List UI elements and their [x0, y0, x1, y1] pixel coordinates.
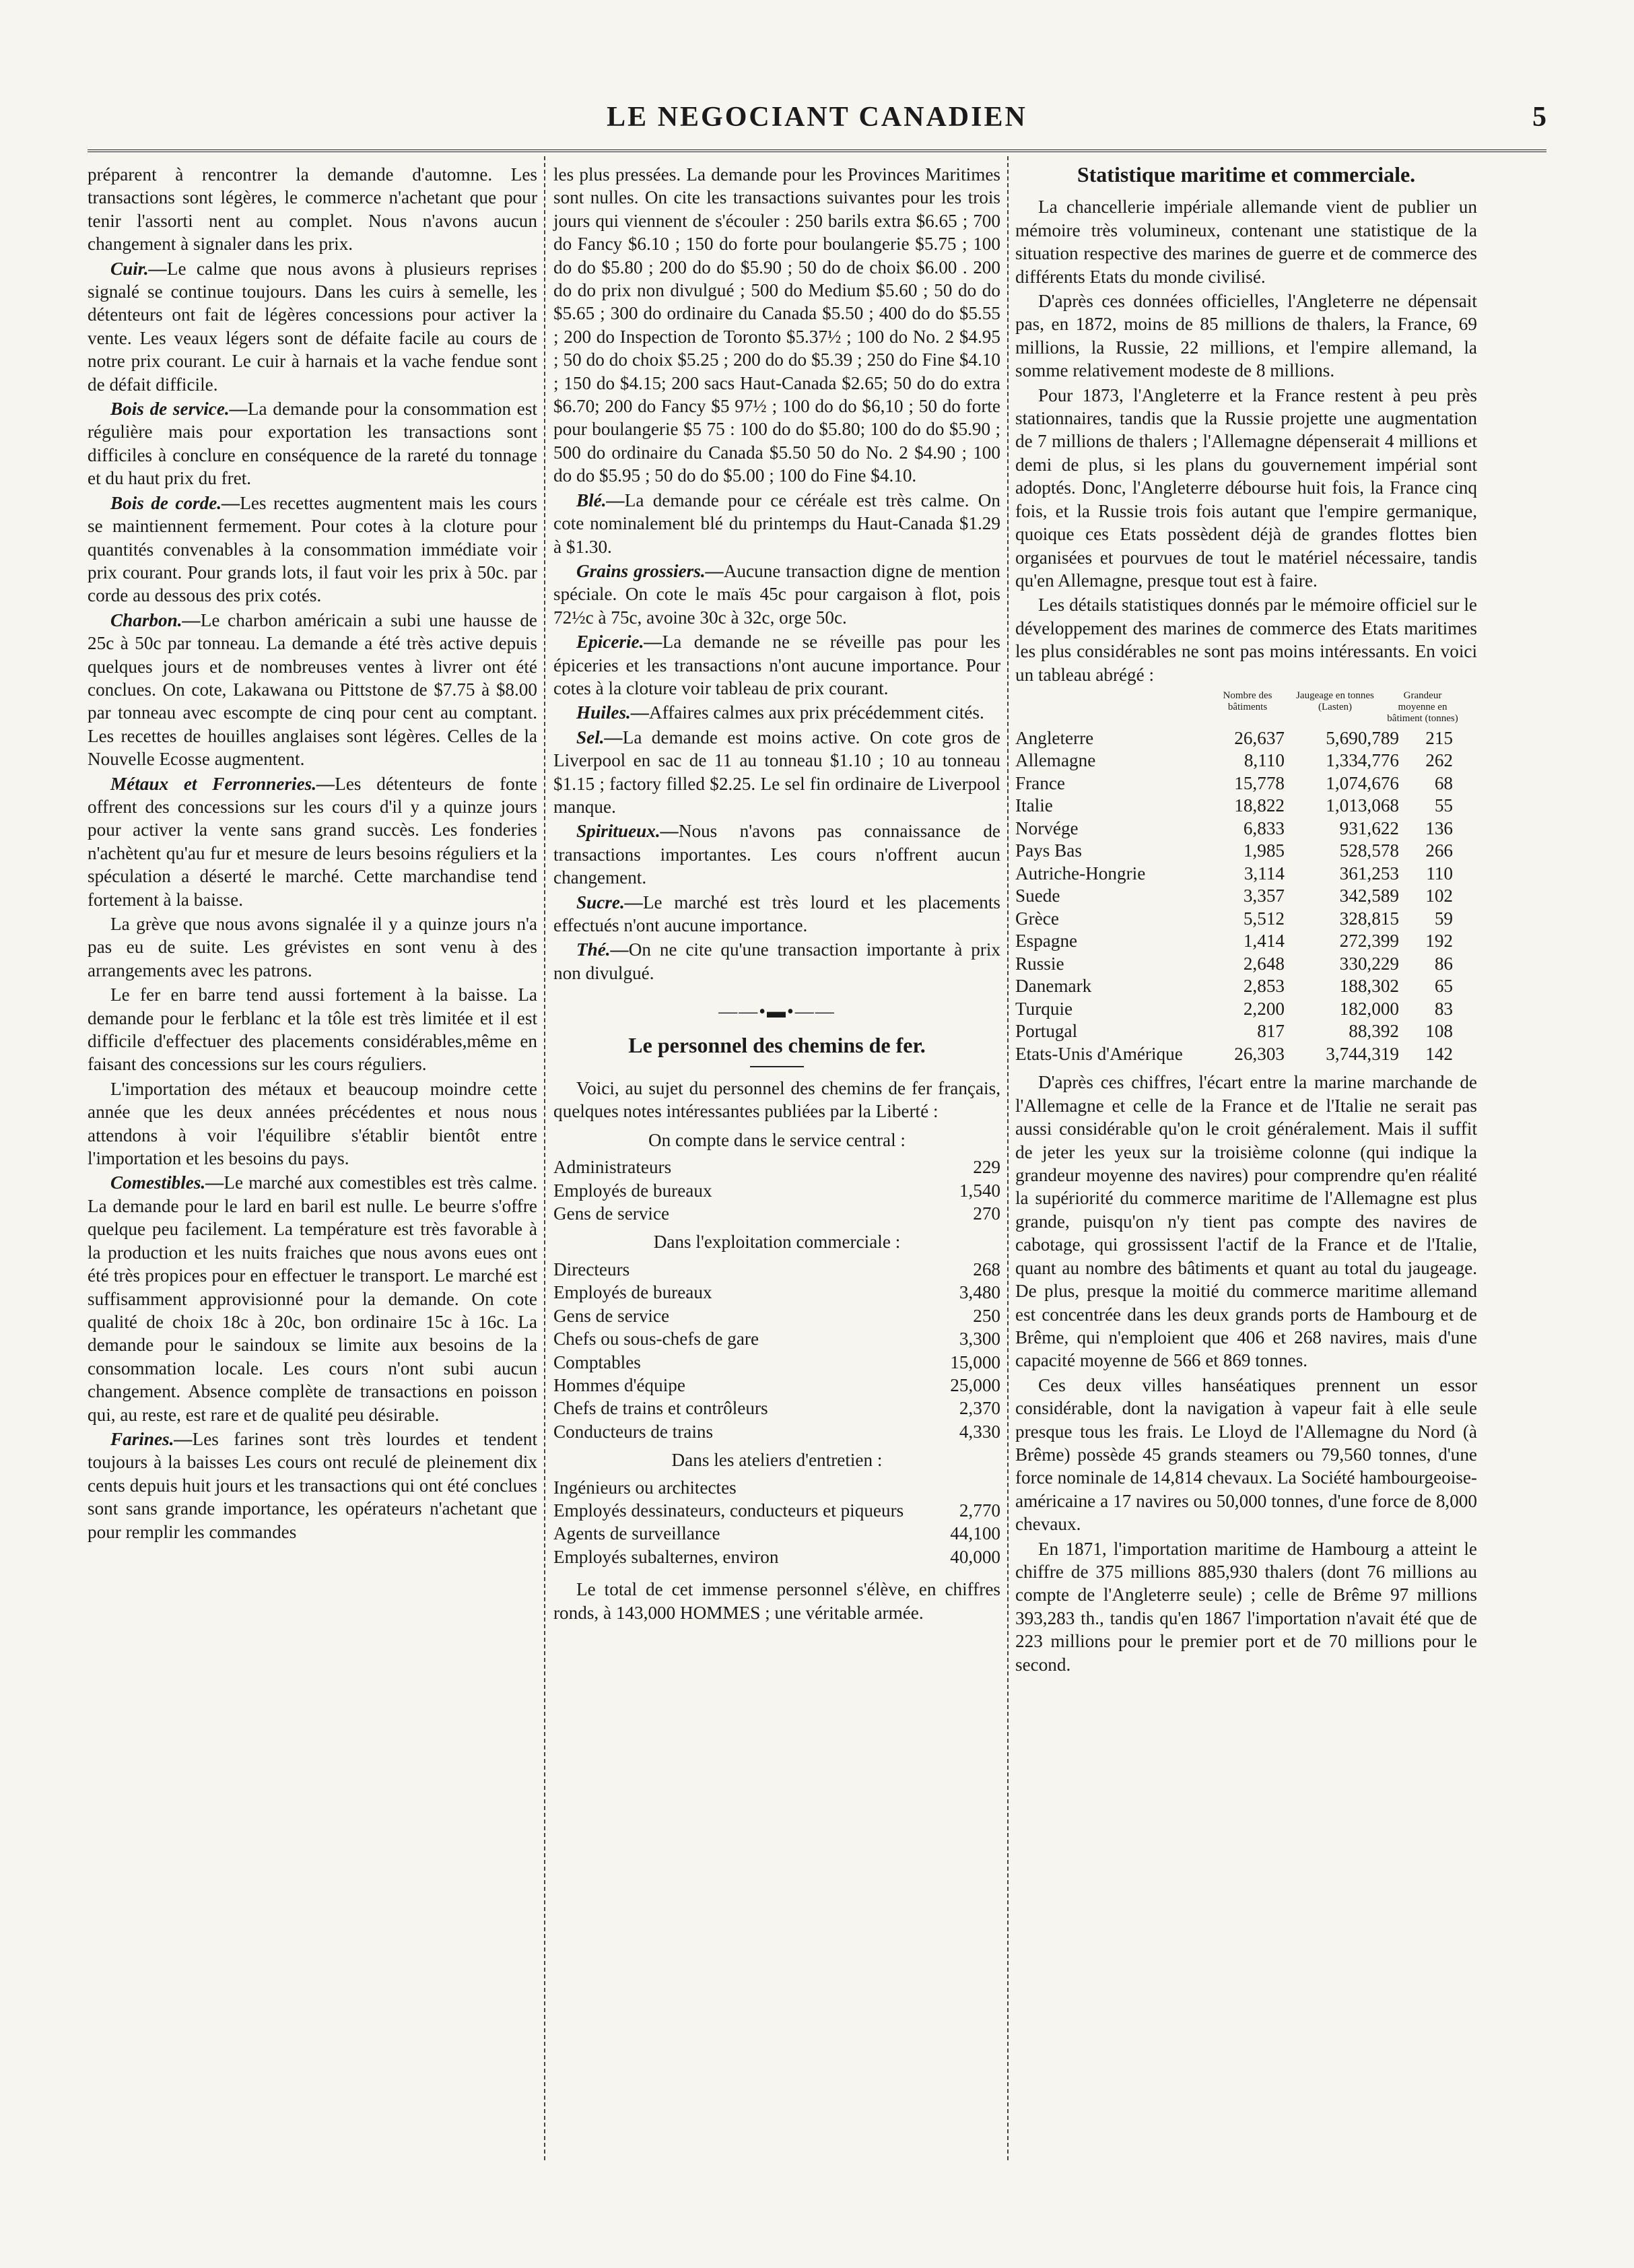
value-cell: 342,589: [1339, 886, 1399, 906]
section-label: Cuir.—: [110, 258, 167, 279]
column-divider-1: [544, 156, 545, 2160]
value-cell: 86: [1434, 953, 1453, 974]
staff-label: Employés de bureaux: [553, 1180, 712, 1201]
section-label: Farines.—: [110, 1428, 193, 1449]
table-row: [1015, 998, 1477, 1021]
table-row: [1015, 772, 1477, 795]
section-lead: Dans les ateliers d'entretien :: [671, 1450, 883, 1471]
paragraph-text: Aucune transaction digne de mention spéciale. On cote le maïs 45c pour cargaison à flot, pois 72½c à 75c, avoine 30c à 32c, orge 50c.: [553, 560, 1000, 628]
value-cell: 55: [1434, 795, 1453, 816]
value-cell: 110: [1426, 863, 1453, 883]
table-header-cell: [1015, 690, 1211, 725]
staff-list-central: [553, 1156, 1000, 1225]
value-cell: 2,648: [1243, 953, 1285, 974]
staff-count: 2,770: [959, 1500, 1000, 1521]
paragraph-text: La demande pour ce céréale est très calme. On cote nominalement blé du printemps du Haut-Canada $1.29 à $1.30.: [553, 490, 1000, 557]
article-total: Le total de cet immense personnel s'élève, en chiffres ronds, à 143,000 HOMMES ; une véritable armée.: [553, 1579, 1000, 1623]
value-cell: 3,744,319: [1326, 1043, 1399, 1064]
country-cell: Turquie: [1015, 998, 1073, 1019]
value-cell: 215: [1425, 727, 1453, 748]
staff-row: [553, 1202, 1000, 1225]
staff-label: Agents de surveillance: [553, 1523, 720, 1544]
value-cell: 1,985: [1243, 840, 1285, 861]
country-cell: France: [1015, 772, 1065, 793]
section-label: Charbon.—: [110, 609, 201, 630]
value-cell: 6,833: [1243, 818, 1285, 838]
paragraph: Le fer en barre tend aussi fortement à la baisse. La demande pour le ferblanc et la tôle est très limitée et il est difficile d'effectuer des placements considérables,même en faisant des concessions sur les cours réguliers.: [88, 985, 537, 1075]
section-label: Spiritueux.—: [576, 821, 679, 842]
table-header-cell: Nombre des bâtiments: [1223, 690, 1272, 712]
country-cell: Suede: [1015, 886, 1060, 906]
page-header: [88, 101, 1546, 148]
paragraph-bois-service: [88, 397, 537, 490]
staff-list-workshops: [553, 1476, 1000, 1569]
column-1: [88, 163, 537, 1545]
staff-count: 3,480: [959, 1282, 1000, 1303]
table-row: [1015, 863, 1477, 886]
staff-label: Chefs de trains et contrôleurs: [553, 1398, 768, 1419]
paragraph-text: Le charbon américain a subi une hausse de 25c à 50c par tonneau. La demande a été très active depuis quelques jours et de nombreuses ventes à livrer ont été conclues. On cote, Lakawana ou Pittstone de $7.75 à $8.00 par tonneau avec escompte de cinq pour cent au comptant. Les recettes de houilles anglaises sont légères. Celles de la Nouvelle Ecosse augmentent.: [88, 609, 537, 770]
paragraph: La grève que nous avons signalée il y a quinze jours n'a pas eu de suite. Les grévistes en sont venu à des arrangements avec les patrons.: [88, 914, 537, 980]
staff-count: 250: [973, 1305, 1000, 1326]
table-row: [1015, 1020, 1477, 1043]
paragraph-sucre: [553, 891, 1000, 937]
value-cell: 88,392: [1349, 1021, 1399, 1042]
ornamental-separator: ——•▬•——: [718, 1001, 836, 1023]
paragraph: Pour 1873, l'Angleterre et la France restent à peu près stationnaires, tandis que la Russie projette une augmentation de 7 millions de thalers ; l'Allemagne dépenserait 4 millions et demi de plus, si les plans du gouvernement impérial sont adoptés. Donc, l'Angleterre débourse huit fois, la France cinq fois, et la Russie trois fois autant que l'empire germanique, quoique ces Etats possèdent déjà de grandes flottes bien organisées et pourvues de tout le matériel nécessaire, tandis qu'en Allemagne, presque tout est à faire.: [1015, 385, 1477, 591]
value-cell: 65: [1434, 976, 1453, 997]
value-cell: 1,013,068: [1326, 795, 1399, 816]
staff-list-commercial: [553, 1258, 1000, 1443]
paragraph: L'importation des métaux et beaucoup moindre cette année que les deux années précédentes et nous nous attendons à voir l'équilibre s'établir bientôt entre l'importation et les besoins du pays.: [88, 1078, 537, 1169]
page-number: 5: [1532, 102, 1546, 133]
country-cell: Etats-Unis d'Amérique: [1015, 1043, 1183, 1064]
section-lead: Dans l'exploitation commerciale :: [653, 1232, 901, 1253]
article-heading: Le personnel des chemins de fer.: [628, 1032, 926, 1057]
table-row: [1015, 840, 1477, 863]
paragraph-bois-corde: [88, 492, 537, 607]
newspaper-title: LE NEGOCIANT CANADIEN: [607, 102, 1027, 133]
staff-label: Employés de bureaux: [553, 1282, 712, 1303]
table-row: [1015, 749, 1477, 772]
paragraph: La chancellerie impériale allemande vient de publier un mémoire très volumineux, contenant une statistique de la situation respective des marines de guerre et de commerce des différents Etats du monde civilisé.: [1015, 197, 1477, 287]
paragraph-text: La demande pour la consommation est régulière mais pour exportation les transactions sont difficiles à conclure en conséquence de la rareté du tonnage et du haut prix du fret.: [88, 399, 537, 489]
value-cell: 15,778: [1234, 772, 1285, 793]
paragraph-farines: [88, 1428, 537, 1543]
paragraph: les plus pressées. La demande pour les Provinces Maritimes sont nulles. On cite les transactions suivantes pour les trois jours qui viennent de s'écouler : 250 barils extra $6.65 ; 700 do Fancy $6.10 ; 150 do forte pour boulangerie $5.75 ; 100 do do $5.80 ; 200 do do $5.90 ; 50 do de choix $6.00 . 200 do do prix non divulgué ; 500 do Medium $5.60 ; 50 do do $5.65 ; 300 do ordinaire du Canada $5.50 ; 400 do do $5.55 ; 200 do Inspection de Toronto $5.37½ ; 100 do No. 2 $4.95 ; 50 do do choix $5.25 ; 200 do do $5.39 ; 250 do Fine $4.10 ; 150 do $4.15; 200 sacs Haut-Canada $2.65; 50 do do extra $6.70; 200 do Fancy $5 97½ ; 100 do do $6,10 ; 50 do forte pour boulangerie $5 75 : 100 do do $5.80; 100 do do $5.90 ; 500 do ordinaire du Canada $5.50 50 do No. 2 $4.90 ; 100 do do $5.95 ; 50 do do $5.00 ; 100 do Fine $4.10.: [553, 164, 1000, 486]
staff-label: Gens de service: [553, 1203, 670, 1224]
staff-row: [553, 1179, 1000, 1202]
paragraph-text: La demande est moins active. On cote gros de Liverpool en sac de 11 au tonneau $1.10 ; 10 au tonneau $1.15 ; factory filled $2.25. Le sel fin ordinaire de Liverpool manque.: [553, 727, 1000, 817]
value-cell: 2,200: [1243, 998, 1285, 1019]
value-cell: 192: [1425, 931, 1453, 952]
paragraph-text: Les recettes augmentent mais les cours se maintiennent fermement. Pour cotes à la cloture pour quantités convenables à la consommation immédiate voir prix courant. Pour grands lots, il faut voir les prix à 50c. par corde au dessous des prix cotés.: [88, 492, 537, 606]
staff-count: 40,000: [950, 1546, 1000, 1567]
table-header-cell: Jaugeage en tonnes (Lasten): [1296, 690, 1374, 712]
staff-label: Administrateurs: [553, 1157, 672, 1178]
staff-row: [553, 1476, 1000, 1499]
value-cell: 26,637: [1234, 727, 1285, 748]
value-cell: 330,229: [1339, 953, 1399, 974]
paragraph-epicerie: [553, 630, 1000, 700]
value-cell: 142: [1425, 1043, 1453, 1064]
paragraph: D'après ces données officielles, l'Angleterre ne dépensait pas, en 1872, moins de 85 millions de thalers, la France, 69 millions, la Russie, 22 millions, et l'empire allemand, la somme relativement modeste de 8 millions.: [1015, 291, 1477, 381]
value-cell: 817: [1257, 1021, 1285, 1042]
paragraph-spiritueux: [553, 820, 1000, 889]
staff-row: [553, 1397, 1000, 1420]
staff-count: 229: [973, 1157, 1000, 1178]
paragraph: En 1871, l'importation maritime de Hambourg a atteint le chiffre de 375 millions 885,930 thalers (dont 76 millions au compte de l'Angleterre seule) ; celle de Brême 97 millions 393,283 th., tandis qu'en 1867 l'importation n'avait été que de 223 millions pour le premier port et de 70 millions pour le second.: [1015, 1538, 1477, 1675]
country-cell: Italie: [1015, 795, 1053, 816]
value-cell: 266: [1425, 840, 1453, 861]
country-cell: Norvége: [1015, 818, 1079, 838]
staff-count: 15,000: [950, 1352, 1000, 1372]
paragraph-text: On ne cite qu'une transaction importante à prix non divulgué.: [553, 939, 1000, 983]
section-label: Grains grossiers.—: [576, 560, 724, 581]
table-header-cell: Grandeur moyenne en bâtiment (tonnes): [1387, 690, 1458, 724]
table-row: [1015, 953, 1477, 976]
staff-count: 4,330: [959, 1421, 1000, 1442]
staff-label: Chefs ou sous-chefs de gare: [553, 1329, 759, 1349]
value-cell: 68: [1434, 772, 1453, 793]
country-cell: Russie: [1015, 953, 1064, 974]
staff-row: [553, 1374, 1000, 1397]
staff-count: 1,540: [959, 1180, 1000, 1201]
section-label: Sel.—: [576, 727, 623, 747]
value-cell: 262: [1425, 750, 1453, 771]
value-cell: 1,414: [1243, 931, 1285, 952]
table-row: [1015, 727, 1477, 750]
value-cell: 1,334,776: [1326, 750, 1399, 771]
staff-label: Hommes d'équipe: [553, 1374, 685, 1395]
paragraph-cuir: [88, 257, 537, 396]
section-label: Thé.—: [576, 939, 629, 960]
country-cell: Allemagne: [1015, 750, 1096, 771]
country-cell: Angleterre: [1015, 727, 1094, 748]
paragraph-the: [553, 938, 1000, 985]
paragraph-grains: [553, 560, 1000, 629]
paragraph-text: Les détenteurs de fonte offrent des concessions sur les cours d'il y a quinze jours pour activer la vente sans grand succès. Les fonderies n'achètent qu'au fur et mesure de leurs besoins réguliers et la spéculation a déserté le marché. Cette marchandise tend fortement à la baisse.: [88, 773, 537, 910]
staff-row: [553, 1304, 1000, 1327]
country-cell: Danemark: [1015, 976, 1092, 997]
merchant-marine-table: [1015, 690, 1477, 1066]
paragraph: Ces deux villes hanséatiques prennent un essor considérable, dont la navigation à vapeur fait à elle seule presque tous les frais. Le Lloyd de l'Allemagne du Nord (à Brême) possède 45 grands steamers ou 79,560 tonnes, d'une force nominale de 14,814 chevaux. La Société hambourgeoise-américaine a 17 navires ou 50,000 tonnes, d'une force de 8,000 chevaux.: [1015, 1374, 1477, 1535]
table-row: [1015, 975, 1477, 998]
staff-count: 25,000: [950, 1374, 1000, 1395]
paragraph-text: La demande ne se réveille pas pour les épiceries et les transactions n'ont aucune importance. Pour cotes à la cloture voir tableau de prix courant.: [553, 632, 1000, 698]
staff-label: Employés subalternes, environ: [553, 1546, 779, 1567]
paragraph: Les détails statistiques donnés par le mémoire officiel sur le développement des marines de commerce des Etats maritimes les plus considérables ne sont pas moins intéressants. En voici un tableau abrégé :: [1015, 595, 1477, 685]
staff-row: [553, 1281, 1000, 1304]
column-2: [553, 163, 1000, 1626]
staff-label: Comptables: [553, 1352, 641, 1372]
table-row: [1015, 885, 1477, 908]
section-label: Blé.—: [576, 490, 625, 510]
article-intro: Voici, au sujet du personnel des chemins de fer français, quelques notes intéressantes publiées par la Liberté :: [553, 1078, 1000, 1122]
paragraph-metaux: [88, 772, 537, 911]
country-cell: Espagne: [1015, 931, 1078, 952]
value-cell: 8,110: [1244, 750, 1285, 771]
value-cell: 5,512: [1243, 908, 1285, 929]
section-label: Comestibles.—: [110, 1172, 224, 1193]
value-cell: 931,622: [1339, 818, 1399, 838]
staff-row: [553, 1156, 1000, 1178]
paragraph-text: Les farines sont très lourdes et tendent toujours à la baisses Les cours ont reculé de pleinement dix cents depuis huit jours et les transactions qui ont été conclues sont sans grande importance, les opérateurs n'achetant que pour remplir les commandes: [88, 1428, 537, 1542]
paragraph-text: Le marché aux comestibles est très calme. La demande pour le lard en baril est nulle. Le beurre s'offre quelque peu facilement. La température est très favorable à la production et les nuits fraiches que nous avons eues ont été très propices pour en effectuer le transport. Le marché est suffisamment approvisionné pour la demande. On cote qualité de choix 18c à 20c, bon ordinaire 15c à 16c. La demande pour le saindoux se limite aux besoins de la consommation locale. Les cours n'ont subi aucun changement. Absence complète de transactions en poisson qui, au reste, est rare et de qualité peu désirable.: [88, 1172, 537, 1425]
paragraph-comestibles: [88, 1171, 537, 1426]
section-label: Epicerie.—: [576, 632, 662, 653]
staff-row: [553, 1351, 1000, 1374]
column-divider-2: [1007, 156, 1009, 2160]
paragraph-text: Affaires calmes aux prix précédemment cités.: [649, 702, 984, 723]
country-cell: Grèce: [1015, 908, 1059, 929]
value-cell: 18,822: [1234, 795, 1285, 816]
section-label: Bois de service.—: [110, 399, 248, 420]
section-label: Métaux et Ferronneries.—: [110, 773, 335, 794]
staff-count: [913, 1476, 1000, 1499]
paragraph-text: Nous n'avons pas connaissance de transactions importantes. Les cours n'offrent aucun changement.: [553, 821, 1000, 888]
table-body: [1015, 727, 1477, 1066]
heading-rule: [750, 1066, 804, 1067]
staff-label: Conducteurs de trains: [553, 1421, 714, 1442]
table-row: [1015, 930, 1477, 953]
staff-row: [553, 1545, 1000, 1568]
value-cell: 102: [1425, 886, 1453, 906]
article-heading: Statistique maritime et commerciale.: [1077, 162, 1416, 187]
value-cell: 328,815: [1339, 908, 1399, 929]
value-cell: 272,399: [1339, 931, 1399, 952]
staff-row: [553, 1499, 1000, 1522]
value-cell: 26,303: [1234, 1043, 1285, 1064]
staff-label: Gens de service: [553, 1305, 670, 1326]
table-row: [1015, 908, 1477, 931]
staff-label: Employés dessinateurs, conducteurs et piqueurs: [553, 1500, 904, 1521]
staff-label: Directeurs: [553, 1259, 630, 1279]
value-cell: 1,074,676: [1326, 772, 1399, 793]
section-label: Sucre.—: [576, 892, 643, 912]
staff-count: 44,100: [950, 1523, 1000, 1544]
value-cell: 188,302: [1339, 976, 1399, 997]
section-label: Huiles.—: [576, 702, 650, 723]
paragraph-text: Le marché est très lourd et les placements effectués n'ont aucune importance.: [553, 892, 1000, 935]
value-cell: 108: [1425, 1021, 1453, 1042]
header-rule: [88, 149, 1546, 152]
column-3: [1015, 163, 1477, 1677]
staff-count: 270: [973, 1203, 1000, 1224]
section-lead: On compte dans le service central :: [648, 1129, 906, 1150]
paragraph-ble: [553, 489, 1000, 558]
paragraph-text: Le calme que nous avons à plusieurs reprises signalé se continue toujours. Dans les cuirs à semelle, les détenteurs ont fait de légères concessions pour activer la vente. Les veaux légers sont de défaite facile au cours de notre prix courant. Le cuir à harnais et la vache fendue sont de défait difficile.: [88, 258, 537, 395]
paragraph: D'après ces chiffres, l'écart entre la marine marchande de l'Allemagne et celle de la France et de l'Italie ne serait pas aussi considérable qu'on le croit généralement. Mais il suffit de jeter les yeux sur la troisième colonne (qui indique la grandeur moyenne des navires) pour comprendre qu'en réalité la supériorité du commerce maritime de l'Allemagne est plus grande, puisqu'on n'y tient pas compte des navires de cabotage, qui grossissent l'actif de la France et de l'Italie, quant au nombre des bâtiments et quant au total du jaugeage. De plus, presque la moitié du commerce maritime allemand est concentrée dans les deux grands ports de Hambourg et de Brême, qui n'emploient que 406 et 268 navires, mais d'une capacité moyenne de 566 et 869 tonnes.: [1015, 1072, 1477, 1371]
value-cell: 136: [1425, 818, 1453, 838]
value-cell: 3,357: [1243, 886, 1285, 906]
value-cell: 59: [1434, 908, 1453, 929]
value-cell: 83: [1434, 998, 1453, 1019]
value-cell: 3,114: [1244, 863, 1285, 883]
paragraph-sel: [553, 726, 1000, 819]
country-cell: Autriche-Hongrie: [1015, 863, 1146, 883]
paragraph-charbon: [88, 609, 537, 771]
value-cell: 2,853: [1243, 976, 1285, 997]
staff-count: 268: [973, 1259, 1000, 1279]
table-row: [1015, 1043, 1477, 1066]
paragraph: préparent à rencontrer la demande d'automne. Les transactions sont légères, le commerce n'achetant que pour tenir l'assorti nent au complet. Nous n'avons aucun changement à signaler dans les prix.: [88, 164, 537, 255]
value-cell: 528,578: [1339, 840, 1399, 861]
value-cell: 361,253: [1339, 863, 1399, 883]
table-row: [1015, 795, 1477, 818]
country-cell: Pays Bas: [1015, 840, 1082, 861]
staff-row: [553, 1327, 1000, 1350]
value-cell: 5,690,789: [1326, 727, 1399, 748]
staff-row: [553, 1420, 1000, 1443]
staff-label: Ingénieurs ou architectes: [553, 1477, 737, 1498]
country-cell: Portugal: [1015, 1021, 1078, 1042]
staff-count: 2,370: [959, 1398, 1000, 1419]
staff-row: [553, 1522, 1000, 1545]
staff-count: 3,300: [959, 1329, 1000, 1349]
table-row: [1015, 818, 1477, 840]
section-label: Bois de corde.—: [110, 492, 240, 513]
value-cell: 182,000: [1339, 998, 1399, 1019]
paragraph-huiles: [553, 701, 1000, 724]
table-header: [1015, 690, 1477, 725]
staff-row: [553, 1258, 1000, 1281]
